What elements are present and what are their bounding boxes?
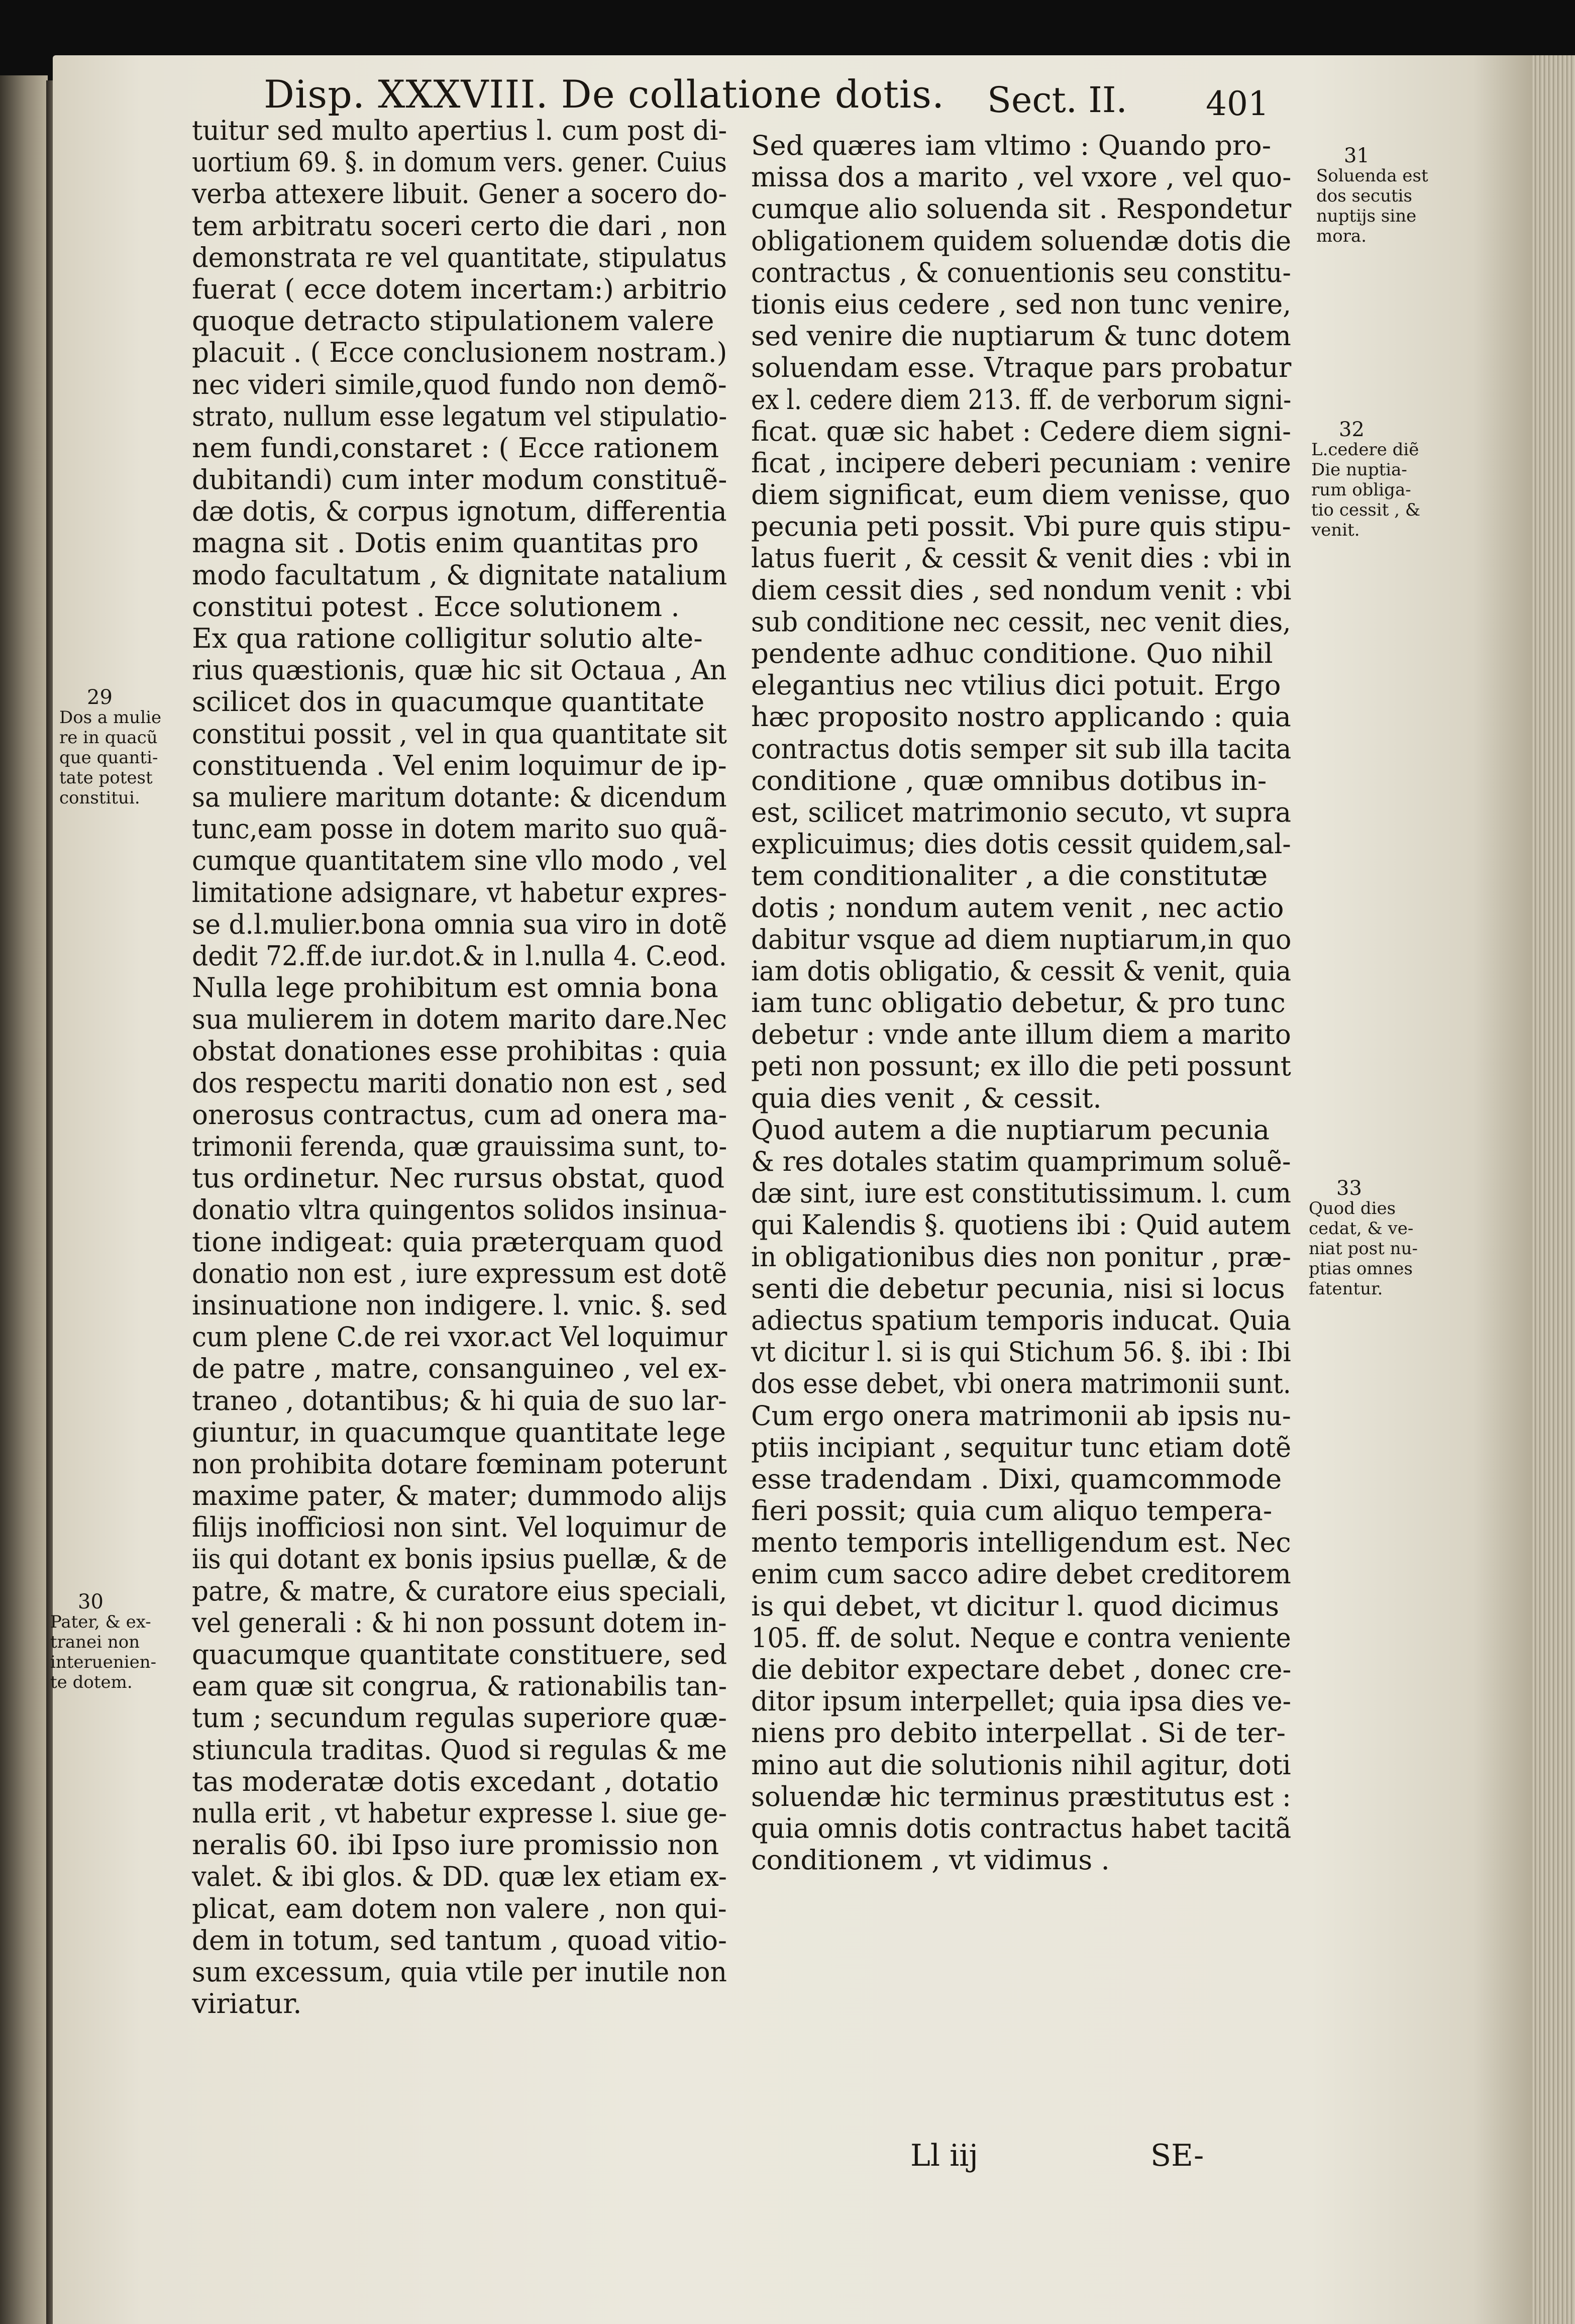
text-line: non prohibita dotare fœminam poterunt	[192, 1447, 727, 1480]
text-line: dos respectu mariti donatio non est , sed	[192, 1066, 727, 1099]
page-stack-edge	[1532, 55, 1575, 2324]
margin-note-line: cedat, & ve-	[1309, 1219, 1414, 1239]
margin-note-line: tio cessit , &	[1311, 500, 1421, 520]
text-line: sum excessum, quia vtile per inutile non	[192, 1955, 727, 1988]
text-line: tus ordinetur. Nec rursus obstat, quod	[192, 1162, 725, 1194]
margin-note-line: ptias omnes	[1309, 1259, 1413, 1279]
text-line: tas moderatæ dotis excedant , dotatio	[192, 1765, 719, 1797]
text-line: constitui possit , vel in qua quantitate sit	[192, 717, 727, 750]
text-line: adiectus spatium temporis inducat. Quia	[751, 1303, 1291, 1336]
text-line: Cum ergo onera matrimonii ab ipsis nu-	[751, 1399, 1291, 1432]
text-line: dedit 72.ff.de iur.dot.& in l.nulla 4. C.eod.	[192, 939, 727, 972]
text-line: traneo , dotantibus; & hi quia de suo lar-	[192, 1384, 727, 1417]
text-line: tunc,eam posse in dotem marito suo quã-	[192, 813, 727, 845]
text-line: est, scilicet matrimonio secuto, vt supra	[751, 795, 1291, 828]
text-line: dubitandi) cum inter modum constituẽ-	[192, 463, 727, 496]
text-line: ptiis incipiant , sequitur tunc etiam dotẽ	[751, 1431, 1292, 1463]
text-line: donatio non est , iure expressum est dotẽ	[192, 1257, 727, 1289]
text-line: dos esse debet, vbi onera matrimonii sunt.	[751, 1367, 1291, 1400]
text-line: constituenda . Vel enim loquimur de ip-	[192, 749, 727, 781]
text-line: rius quæstionis, quæ hic sit Octaua , An	[192, 654, 727, 686]
margin-note-line: Die nuptia-	[1311, 460, 1407, 480]
text-line: conditione , quæ omnibus dotibus in-	[751, 764, 1267, 796]
text-line: filijs inofficiosi non sint. Vel loquimur de	[192, 1511, 727, 1544]
margin-note-number: 33	[1336, 1177, 1362, 1200]
margin-note-line: constitui.	[59, 788, 140, 808]
text-line: obstat donationes esse prohibitas : quia	[192, 1035, 727, 1067]
margin-note-line: tranei non	[50, 1632, 140, 1652]
text-line: debetur : vnde ante illum diem a marito	[751, 1018, 1291, 1051]
text-line: quia omnis dotis contractus habet tacitã	[751, 1811, 1292, 1844]
margin-note-line: re in quacũ	[59, 728, 158, 748]
text-line: iam tunc obligatio debetur, & pro tunc	[751, 986, 1286, 1019]
text-line: valet. & ibi glos. & DD. quæ lex etiam ex-	[192, 1860, 727, 1893]
text-line: onerosus contractus, cum ad onera ma-	[192, 1098, 727, 1131]
text-line: soluendæ hic terminus præstitutus est :	[751, 1780, 1291, 1812]
text-line: ditor ipsum interpellet; quia ipsa dies ve-	[751, 1685, 1291, 1717]
margin-note-31	[1316, 146, 1428, 246]
text-line: sub conditione nec cessit, nec venit dies,	[751, 605, 1291, 638]
margin-note-line: que quanti-	[59, 748, 158, 768]
text-line: & res dotales statim quamprimum soluẽ-	[751, 1145, 1291, 1177]
margin-note-line: mora.	[1316, 226, 1367, 246]
text-line: plicat, eam dotem non valere , non qui-	[192, 1892, 727, 1925]
text-line: eam quæ sit congrua, & rationabilis tan-	[192, 1670, 727, 1702]
text-line: diem cessit dies , sed nondum venit : vbi	[751, 573, 1292, 606]
margin-note-number: 32	[1339, 418, 1364, 441]
margin-note-line: Soluenda est	[1316, 166, 1428, 186]
text-line: tione indigeat: quia præterquam quod	[192, 1225, 723, 1258]
text-line: elegantius nec vtilius dici potuit. Ergo	[751, 669, 1281, 701]
margin-note-line: niat post nu-	[1309, 1239, 1418, 1259]
text-line: strato, nullum esse legatum vel stipulatio-	[192, 399, 727, 432]
text-line: die debitor expectare debet , donec cre-	[751, 1653, 1292, 1685]
text-line: enim cum sacco adire debet creditorem	[751, 1558, 1291, 1590]
text-line: quacumque quantitate constituere, sed	[192, 1638, 727, 1670]
margin-note-line: rum obliga-	[1311, 480, 1411, 500]
text-line: dabitur vsque ad diem nuptiarum,in quo	[751, 923, 1292, 955]
page-number: 401	[1206, 84, 1269, 123]
text-line: tem conditionaliter , a die constitutæ	[751, 859, 1268, 892]
text-line: fuerat ( ecce dotem incertam:) arbitrio	[192, 272, 727, 305]
margin-note-32	[1311, 420, 1420, 540]
margin-note-30	[50, 1592, 156, 1692]
text-line: viriatur.	[192, 1987, 302, 2020]
text-line: missa dos a marito , vel vxore , vel quo-	[751, 161, 1292, 193]
text-line: ex l. cedere diem 213. ff. de verborum signi-	[751, 383, 1292, 416]
text-line: dæ dotis, & corpus ignotum, differentia	[192, 495, 727, 528]
margin-note-line: dos secutis	[1316, 186, 1412, 206]
text-line: maxime pater, & mater; dummodo alijs	[192, 1479, 727, 1512]
margin-note-line: nuptijs sine	[1316, 206, 1417, 226]
text-line: sed venire die nuptiarum & tunc dotem	[751, 320, 1291, 352]
running-title: Disp. XXXVIII. De collatione dotis.	[264, 72, 945, 117]
text-line: contractus , & conuentionis seu constitu-	[751, 256, 1291, 288]
text-line: explicuimus; dies dotis cessit quidem,sal-	[751, 828, 1291, 860]
margin-note-number: 30	[78, 1590, 103, 1613]
text-line: sa muliere maritum dotante: & dicendum	[192, 780, 727, 813]
margin-note-line: tate potest	[59, 768, 153, 788]
text-line: Nulla lege prohibitum est omnia bona	[192, 971, 718, 1004]
text-line: demonstrata re vel quantitate, stipulatus	[192, 241, 727, 273]
text-line: pecunia peti possit. Vbi pure quis stipu-	[751, 510, 1291, 543]
text-line: qui Kalendis §. quotiens ibi : Quid autem	[751, 1208, 1291, 1241]
section-label: Sect. II.	[987, 79, 1127, 121]
margin-note-line: fatentur.	[1309, 1279, 1383, 1299]
text-line: cumque alio soluenda sit . Respondetur	[751, 192, 1292, 225]
text-line: scilicet dos in quacumque quantitate	[192, 685, 705, 718]
right-text-column	[751, 130, 1366, 1876]
signature-mark: Ll iij	[910, 2138, 979, 2173]
text-line: nec videri simile,quod fundo non demõ-	[192, 368, 727, 400]
text-line: vel generali : & hi non possunt dotem in-	[192, 1606, 727, 1639]
text-line: in obligationibus dies non ponitur , præ-	[751, 1240, 1291, 1273]
text-line: nulla erit , vt habetur expresse l. siue ge-	[192, 1796, 727, 1829]
margin-note-line: L.cedere diẽ	[1311, 440, 1419, 460]
text-line: vt dicitur l. si is qui Stichum 56. §. ibi : Ibi	[751, 1336, 1291, 1368]
text-line: quia dies venit , & cessit.	[751, 1081, 1102, 1114]
text-line: giuntur, in quacumque quantitate lege	[192, 1416, 726, 1448]
text-line: se d.l.mulier.bona omnia sua viro in dotẽ	[192, 907, 727, 940]
previous-page-edge	[0, 75, 48, 2324]
margin-note-line: interuenien-	[50, 1652, 157, 1672]
margin-note-line: Dos a mulie	[59, 708, 162, 728]
text-line: tuitur sed multo apertius l. cum post di-	[192, 114, 727, 146]
text-line: cum plene C.de rei vxor.act Vel loquimur	[192, 1321, 727, 1353]
text-line: verba attexere libuit. Gener a socero do-	[192, 177, 727, 210]
text-line: conditionem , vt vidimus .	[751, 1844, 1110, 1876]
text-line: pendente adhuc conditione. Quo nihil	[751, 637, 1273, 669]
text-line: iis qui dotant ex bonis ipsius puellæ, & de	[192, 1543, 727, 1575]
text-line: 105. ff. de solut. Neque e contra veniente	[751, 1621, 1291, 1654]
catchword: SE-	[1150, 2138, 1204, 2173]
text-line: peti non possunt; ex illo die peti possunt	[751, 1050, 1291, 1082]
text-line: trimonii ferenda, quæ grauissima sunt, to-	[192, 1130, 727, 1162]
text-line: mino aut die solutionis nihil agitur, doti	[751, 1748, 1291, 1781]
text-line: latus fuerit , & cessit & venit dies : vbi in	[751, 542, 1292, 574]
text-line: hæc proposito nostro applicando : quia	[751, 700, 1291, 733]
text-line: quoque detracto stipulationem valere	[192, 305, 714, 337]
text-line: iam dotis obligatio, & cessit & venit, quia	[751, 954, 1292, 987]
text-line: tum ; secundum regulas superiore quæ-	[192, 1701, 727, 1734]
margin-note-number: 29	[87, 686, 113, 709]
margin-note-33	[1309, 1178, 1418, 1299]
text-line: ficat , incipere deberi pecuniam : venire	[751, 446, 1291, 479]
text-line: Quod autem a die nuptiarum pecunia	[751, 1113, 1270, 1146]
text-line: tionis eius cedere , sed non tunc venire,	[751, 287, 1292, 320]
text-line: magna sit . Dotis enim quantitas pro	[192, 527, 699, 559]
text-line: dæ sint, iure est constitutissimum. l. cum	[751, 1177, 1291, 1209]
text-line: mento temporis intelligendum est. Nec	[751, 1526, 1291, 1559]
text-line: uortium 69. §. in domum vers. gener. Cuius	[192, 146, 727, 178]
text-line: niens pro debito interpellat . Si de ter-	[751, 1716, 1286, 1749]
left-text-column	[192, 115, 792, 2019]
text-line: contractus dotis semper sit sub illa tacita	[751, 732, 1292, 765]
text-line: fieri possit; quia cum aliquo tempera-	[751, 1494, 1273, 1527]
text-line: sua mulierem in dotem marito dare.Nec	[192, 1003, 727, 1036]
text-line: senti die debetur pecunia, nisi si locus	[751, 1272, 1285, 1304]
text-line: donatio vltra quingentos solidos insinua-	[192, 1193, 727, 1226]
text-line: cumque quantitatem sine vllo modo , vel	[192, 844, 727, 877]
text-line: neralis 60. ibi Ipso iure promissio non	[192, 1829, 719, 1861]
margin-note-line: venit.	[1311, 520, 1360, 540]
text-line: ficat. quæ sic habet : Cedere diem signi-	[751, 415, 1291, 447]
text-line: tem arbitratu soceri certo die dari , non	[192, 209, 727, 242]
margin-note-line: Quod dies	[1309, 1198, 1396, 1219]
text-line: obligationem quidem soluendæ dotis die	[751, 224, 1292, 257]
text-line: patre, & matre, & curatore eius speciali,	[192, 1574, 727, 1607]
text-line: is qui debet, vt dicitur l. quod dicimus	[751, 1589, 1280, 1622]
text-line: Ex qua ratione colligitur solutio alte-	[192, 622, 703, 654]
text-line: insinuatione non indigere. l. vnic. §. sed	[192, 1288, 727, 1321]
text-line: dem in totum, sed tantum , quoad vitio-	[192, 1924, 727, 1956]
text-line: dotis ; nondum autem venit , nec actio	[751, 891, 1284, 924]
text-line: nem fundi,constaret : ( Ecce rationem	[192, 431, 719, 464]
text-line: constitui potest . Ecce solutionem .	[192, 590, 680, 623]
margin-note-line: Pater, & ex-	[50, 1612, 151, 1632]
text-line: soluendam esse. Vtraque pars probatur	[751, 351, 1292, 384]
text-line: placuit . ( Ecce conclusionem nostram.)	[192, 336, 727, 369]
margin-note-line: te dotem.	[50, 1672, 133, 1692]
margin-note-29	[59, 687, 161, 808]
text-line: Sed quæres iam vltimo : Quando pro-	[751, 129, 1272, 161]
text-line: modo facultatum , & dignitate natalium	[192, 558, 727, 591]
text-line: stiuncula traditas. Quod si regulas & me	[192, 1733, 727, 1766]
text-line: de patre , matre, consanguineo , vel ex-	[192, 1352, 727, 1385]
margin-note-number: 31	[1344, 144, 1370, 167]
text-line: diem significat, eum diem venisse, quo	[751, 478, 1291, 511]
text-line: esse tradendam . Dixi, quamcommode	[751, 1462, 1282, 1495]
text-line: limitatione adsignare, vt habetur expres-	[192, 876, 727, 908]
